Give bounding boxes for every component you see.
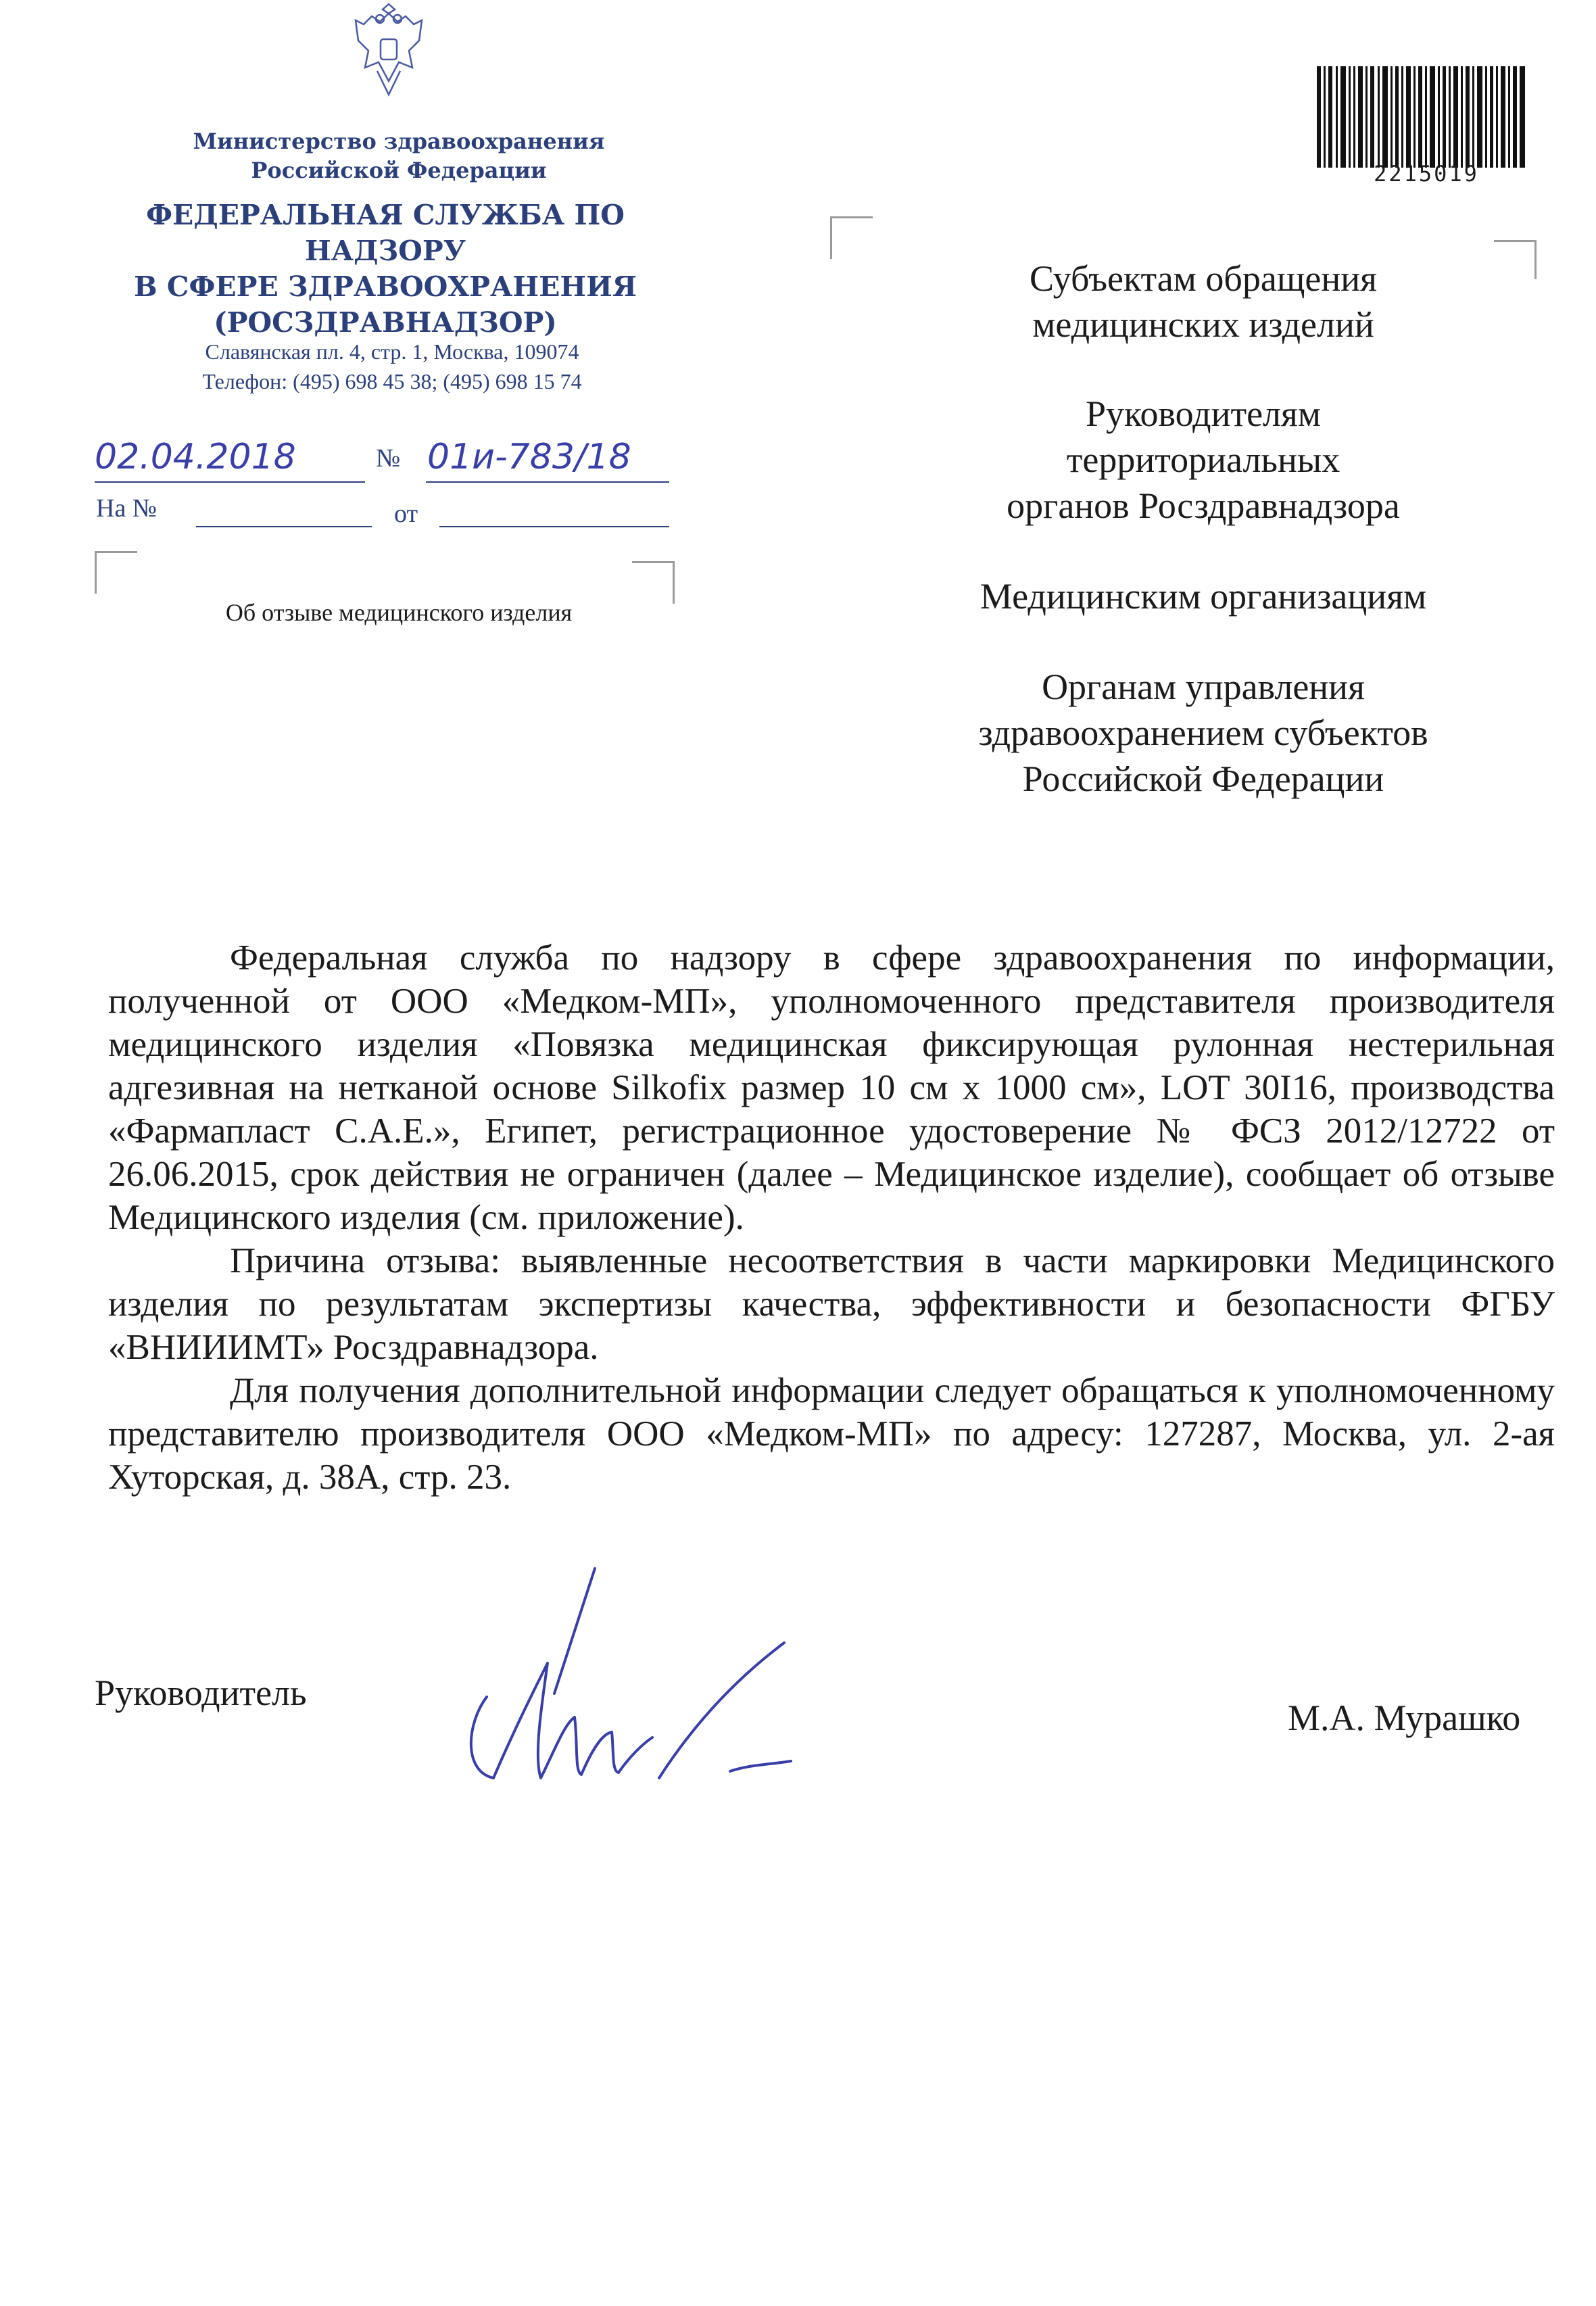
recipient-line: Медицинским организациям — [980, 576, 1427, 617]
service-line-1: ФЕДЕРАЛЬНАЯ СЛУЖБА ПО НАДЗОРУ — [146, 199, 625, 267]
recipient-line: Субъектам обращения — [1029, 258, 1378, 299]
service-address — [135, 337, 649, 396]
barcode-graphic — [1317, 66, 1525, 168]
recipient-block-1 — [906, 256, 1501, 347]
ministry-name — [162, 127, 635, 185]
address-line-2: Телефон: (495) 698 45 38; (495) 698 15 74 — [202, 369, 582, 393]
reply-to-label: На № — [96, 494, 158, 523]
registration-number: 01и-783/18 — [427, 437, 631, 477]
recipient-line: медицинских изделий — [1032, 304, 1374, 345]
service-line-2: В СФЕРЕ ЗДРАВООХРАНЕНИЯ — [133, 270, 637, 303]
recipient-line: Руководителям — [1086, 393, 1321, 434]
body-paragraph-3: Для получения дополнительной информации следует обращаться к уполномоченному представителю производителя ООО «Медком-МП» по адресу: 127287, Москва, ул. 2-ая Хуторская, д. 38А, стр. 23. — [108, 1371, 1555, 1497]
subject-corner-right — [632, 561, 675, 604]
registration-date: 02.04.2018 — [95, 437, 296, 477]
barcode-number: 2215019 — [1374, 161, 1479, 187]
recipient-block-3 — [906, 573, 1501, 619]
body-paragraph-2: Причина отзыва: выявленные несоответствия в части маркировки Медицинского изделия по результатам экспертизы качества, эффективности и безопасности ФГБУ «ВНИИИМТ» Росздравнадзора. — [108, 1241, 1555, 1367]
reply-from-label: от — [394, 500, 418, 528]
date-underline — [95, 481, 365, 483]
recipient-line: Органам управления — [1042, 667, 1365, 707]
recipient-block-4 — [906, 664, 1501, 802]
recipient-line: Российской Федерации — [1022, 759, 1384, 799]
number-underline — [426, 481, 669, 483]
handwritten-signature — [446, 1555, 852, 1812]
registration-number-sign: № — [376, 444, 401, 473]
reply-number-line — [196, 526, 372, 527]
recipient-line: здравоохранением субъектов — [978, 713, 1428, 753]
recipient-corner-left — [830, 216, 873, 259]
service-line-3: (РОСЗДРАВНАДЗОР) — [214, 306, 557, 339]
signatory-title: Руководитель — [95, 1673, 307, 1713]
letter-body — [108, 936, 1555, 1499]
coat-of-arms-emblem — [338, 0, 439, 101]
letter-subject: Об отзыве медицинского изделия — [225, 599, 573, 626]
ministry-line-1: Министерство здравоохранения — [193, 128, 605, 154]
service-name — [81, 197, 690, 341]
body-paragraph-1: Федеральная служба по надзору в сфере здравоохранения по информации, полученной от ООО «Медком-МП», уполномоченного представителя производителя медицинского изделия «Повязка медицинская фиксирующая рулонная нестерильная адгезивная на нетканой основе Silkofix размер 10 см х 1000 см», LOT 30I16, производства «Фармапласт С.А.Е.», Египет, регистрационное удостоверение № ФСЗ 2012/12722 от 26.06.2015, срок действия не ограничен (далее – Медицинское изделие), сообщает об отзыве Медицинского изделия (см. приложение). — [108, 938, 1555, 1237]
recipient-line: органов Росздравнадзора — [1007, 485, 1400, 526]
recipient-line: территориальных — [1066, 439, 1340, 480]
subject-corner-left — [95, 551, 137, 594]
reply-date-line — [439, 526, 669, 527]
recipient-block-2 — [906, 391, 1501, 529]
signatory-name: М.А. Мурашко — [1288, 1698, 1521, 1738]
ministry-line-2: Российской Федерации — [251, 158, 547, 183]
address-line-1: Славянская пл. 4, стр. 1, Москва, 109074 — [205, 339, 579, 364]
